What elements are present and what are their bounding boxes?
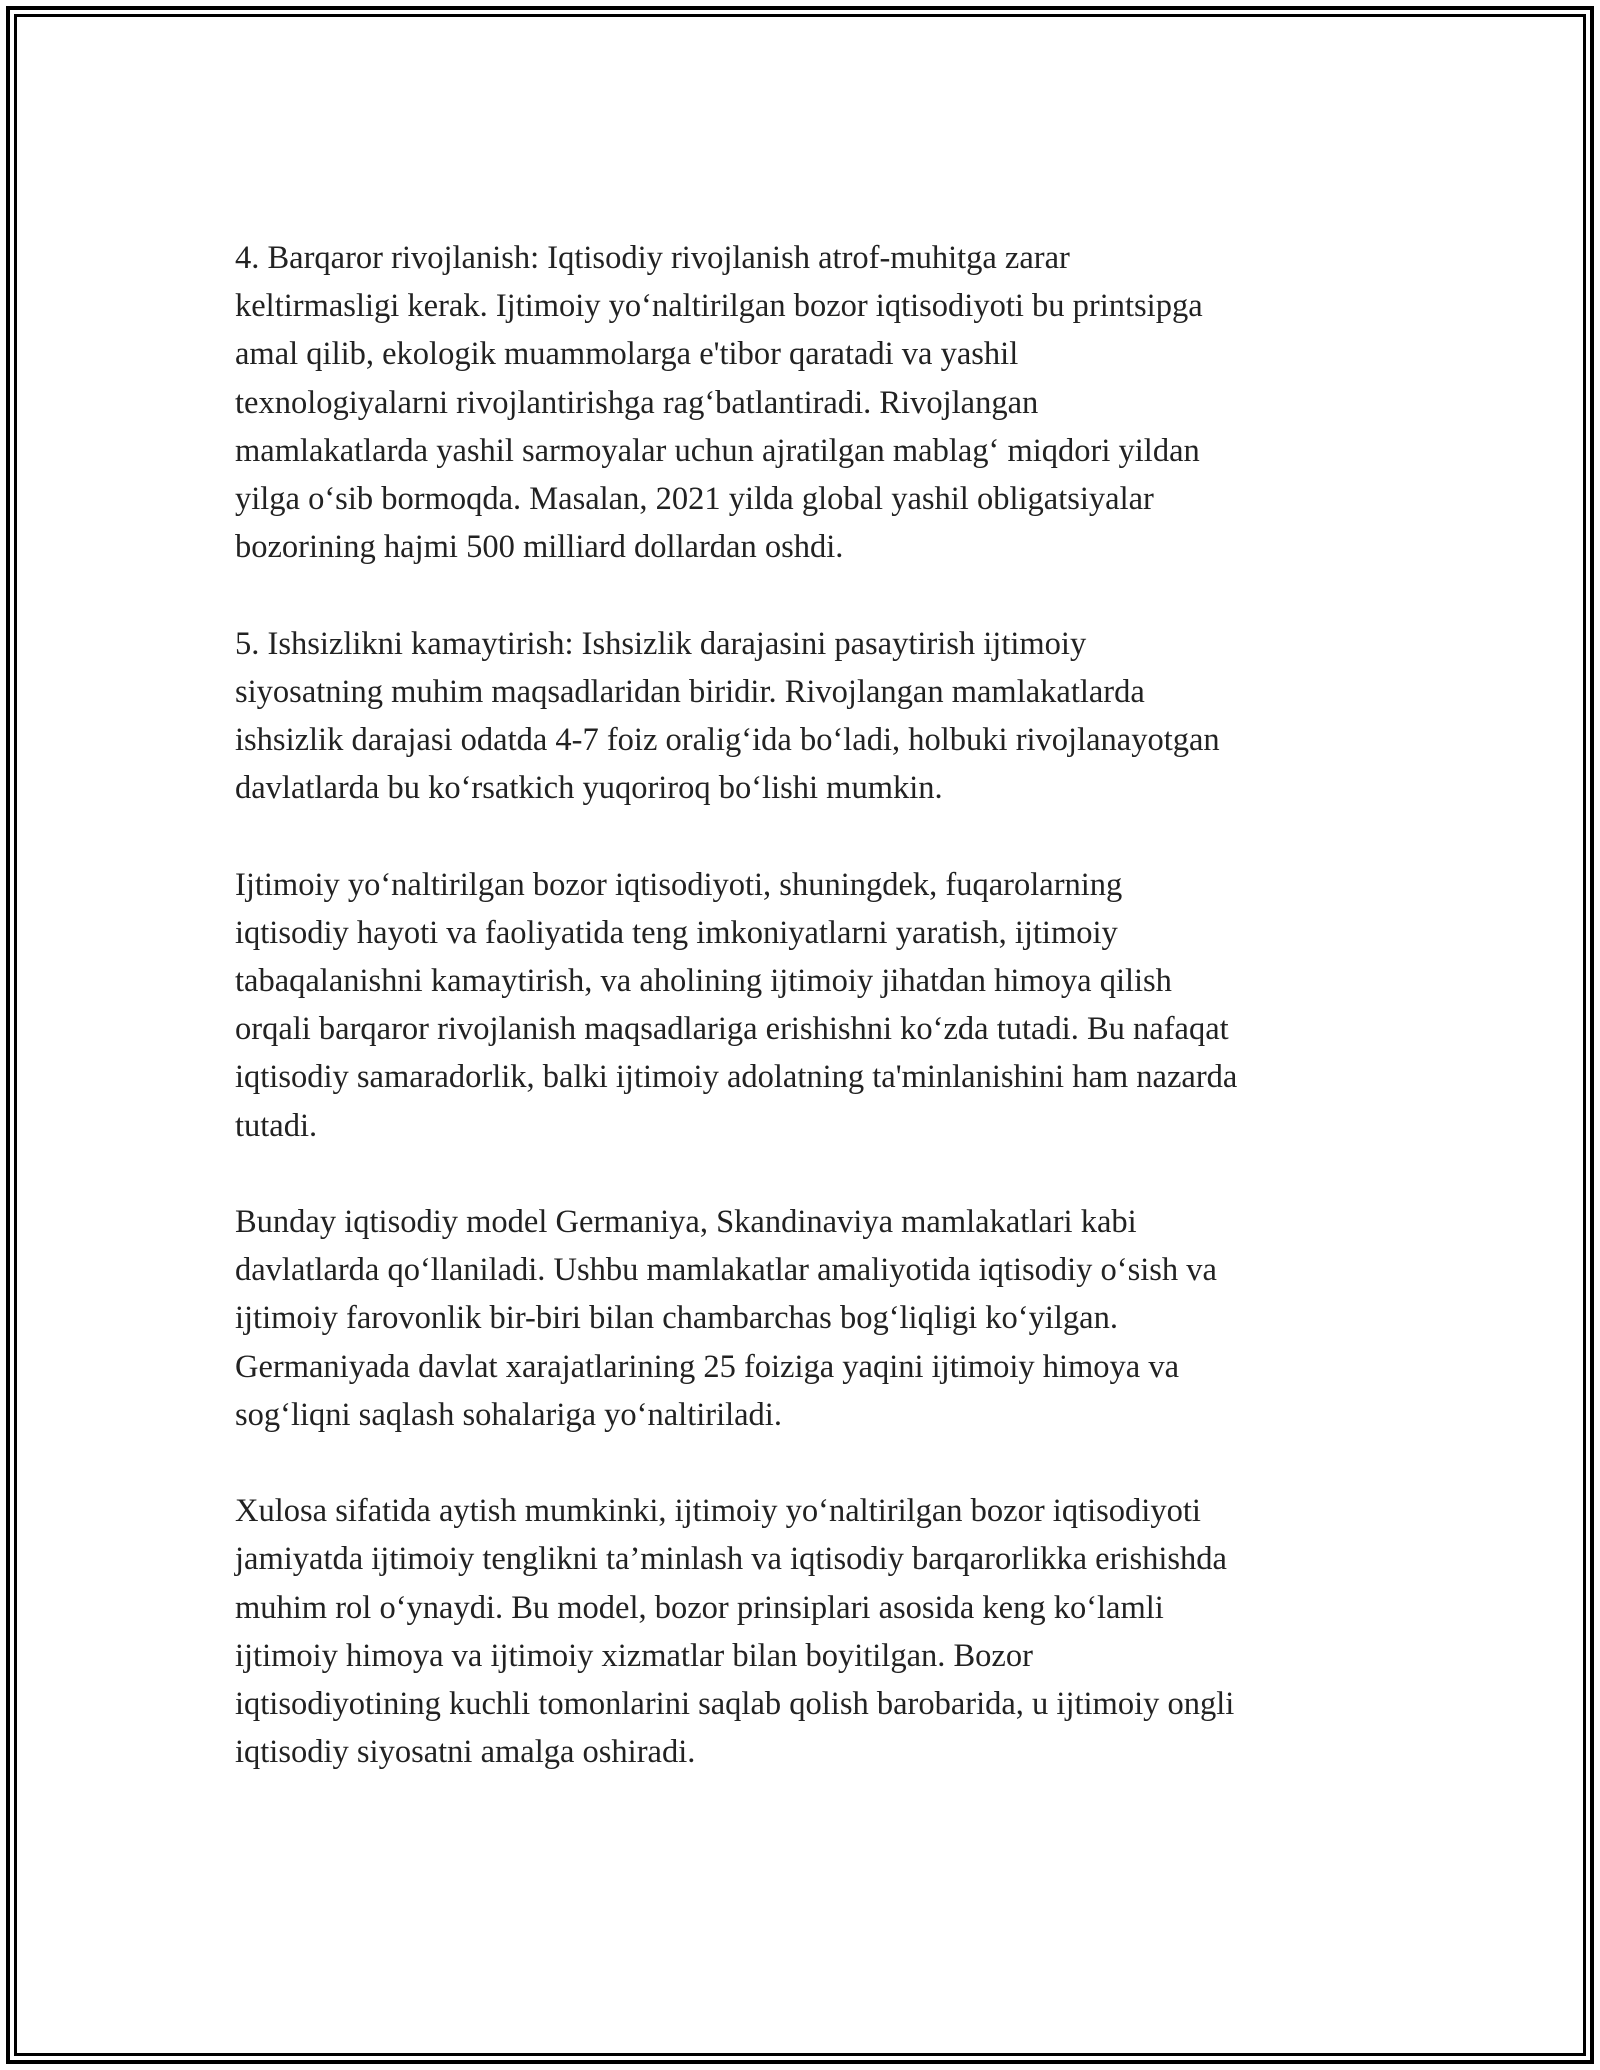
paragraph-social-market-economy: Ijtimoiy yo‘naltirilgan bozor iqtisodiyoti, shuningdek, fuqarolarning iqtisodiy hayoti va faoliyatida teng imkoniyatlarni yaratish, ijtimoiy tabaqalanishni kamaytirish, va aholining ijtimoiy jihatdan himoya qilish orqali barqaror rivojlanish maqsadlariga erishishni ko‘zda tutadi. Bu nafaqat iqtisodiy samaradorlik, balki ijtimoiy adolatning ta'minlanishini ham nazarda tutadi.	[235, 866, 1238, 1144]
paragraph-unemployment-reduction: 5. Ishsizlikni kamaytirish: Ishsizlik darajasini pasaytirish ijtimoiy siyosatning muhim maqsadlaridan biridir. Rivojlangan mamlakatlarda ishsizlik darajasi odatda 4-7 foiz oralig‘ida bo‘ladi, holbuki rivojlanayotgan davlatlarda bu ko‘rsatkich yuqoriroq bo‘lishi mumkin.	[235, 625, 1220, 807]
document-body	[235, 234, 1375, 1776]
paragraph-sustainable-development: 4. Barqaror rivojlanish: Iqtisodiy rivojlanish atrof-muhitga zarar keltirmasligi kerak. Ijtimoiy yo‘naltirilgan bozor iqtisodiyoti bu printsipga amal qilib, ekologik muammolarga e'tibor qaratadi va yashil texnologiyalarni rivojlantirishga rag‘batlantiradi. Rivojlangan mamlakatlarda yashil sarmoyalar uchun ajratilgan mablag‘ miqdori yildan yilga o‘sib bormoqda. Masalan, 2021 yilda global yashil obligatsiyalar bozorining hajmi 500 milliard dollardan oshdi.	[235, 240, 1203, 566]
paragraph-germany-scandinavia: Bunday iqtisodiy model Germaniya, Skandinaviya mamlakatlari kabi davlatlarda qo‘llaniladi. Ushbu mamlakatlar amaliyotida iqtisodiy o‘sish va ijtimoiy farovonlik bir-biri bilan chambarchas bog‘liqligi ko‘yilgan. Germaniyada davlat xarajatlarining 25 foiziga yaqini ijtimoiy himoya va sog‘liqni saqlash sohalariga yo‘naltiriladi.	[235, 1204, 1217, 1433]
paragraph-conclusion: Xulosa sifatida aytish mumkinki, ijtimoiy yo‘naltirilgan bozor iqtisodiyoti jamiyatda ijtimoiy tenglikni ta’minlash va iqtisodiy barqarorlikka erishishda muhim rol o‘ynaydi. Bu model, bozor prinsiplari asosida keng ko‘lamli ijtimoiy himoya va ijtimoiy xizmatlar bilan boyitilgan. Bozor iqtisodiyotining kuchli tomonlarini saqlab qolish barobarida, u ijtimoiy ongli iqtisodiy siyosatni amalga oshiradi.	[235, 1493, 1235, 1771]
